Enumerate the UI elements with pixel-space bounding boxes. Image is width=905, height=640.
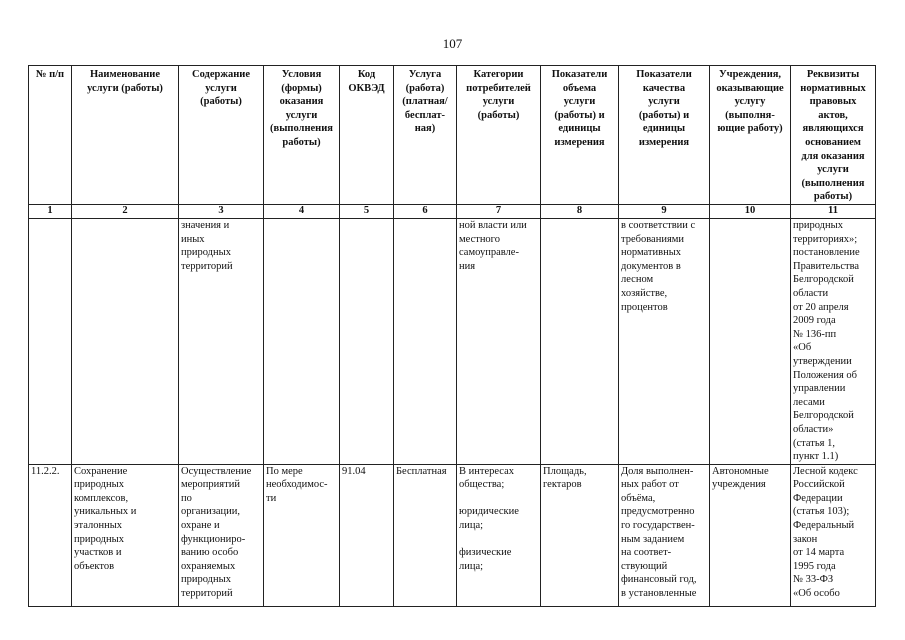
table-cell: в соответствии с требованиями нормативных документов в лесном хозяйстве, процентов <box>619 219 710 465</box>
column-number: 1 <box>29 205 72 219</box>
column-number: 8 <box>541 205 619 219</box>
header-cell: Содержание услуги (работы) <box>179 66 264 205</box>
page-number: 107 <box>442 36 463 51</box>
header-cell: Категории потребителей услуги (работы) <box>457 66 541 205</box>
service-name-cell: Сохранение природных комплексов, уникальных и эталонных природных участков и объектов <box>72 464 179 606</box>
table-cell <box>710 219 791 465</box>
column-number: 5 <box>340 205 394 219</box>
volume-indicators-cell: Площадь, гектаров <box>541 464 619 606</box>
header-cell: № п/п <box>29 66 72 205</box>
row-number-cell: 11.2.2. <box>29 464 72 606</box>
column-number-row <box>29 205 876 219</box>
header-cell: Реквизиты нормативных правовых актов, являющихся основанием для оказания услуги (выполнения работы) <box>791 66 876 205</box>
service-content-cell: Осуществление мероприятий по организации, охране и функциониро- ванию особо охраняемых природных территорий <box>179 464 264 606</box>
quality-indicators-cell: Доля выполнен- ных работ от объёма, предусмотренно го государствен- ным заданием на соответ- ствующий финансовый год, в установленные <box>619 464 710 606</box>
consumer-categories-cell: В интересах общества; юридические лица; физические лица; <box>457 464 541 606</box>
institutions-cell: Автономные учреждения <box>710 464 791 606</box>
header-cell: Условия (формы) оказания услуги (выполнения работы) <box>264 66 340 205</box>
table-cell: ной власти или местного самоуправле- ния <box>457 219 541 465</box>
table-cell <box>394 219 457 465</box>
table-row <box>29 464 876 606</box>
header-cell: Код ОКВЭД <box>340 66 394 205</box>
column-number: 6 <box>394 205 457 219</box>
okved-code-cell: 91.04 <box>340 464 394 606</box>
services-table <box>28 65 876 607</box>
table-cell <box>340 219 394 465</box>
header-cell: Наименование услуги (работы) <box>72 66 179 205</box>
legal-acts-cell: Лесной кодекс Российской Федерации (статья 103); Федеральный закон от 14 марта 1995 года № 33-ФЗ «Об особо <box>791 464 876 606</box>
column-number: 10 <box>710 205 791 219</box>
header-cell: Учреждения, оказывающие услугу (выполня- ющие работу) <box>710 66 791 205</box>
header-cell: Услуга (работа) (платная/ бесплат- ная) <box>394 66 457 205</box>
column-number: 3 <box>179 205 264 219</box>
table-cell <box>264 219 340 465</box>
column-number: 4 <box>264 205 340 219</box>
table-row <box>29 219 876 465</box>
table-cell <box>29 219 72 465</box>
table-cell <box>72 219 179 465</box>
column-number: 7 <box>457 205 541 219</box>
header-cell: Показатели объема услуги (работы) и единицы измерения <box>541 66 619 205</box>
column-number: 2 <box>72 205 179 219</box>
table-cell: значения и иных природных территорий <box>179 219 264 465</box>
column-number: 11 <box>791 205 876 219</box>
table-header-row <box>29 66 876 205</box>
table-cell: природных территориях»; постановление Правительства Белгородской области от 20 апреля 2009 года № 136-пп «Об утверждении Положения об управлении лесами Белгородской области» (статья 1, пункт 1.1) <box>791 219 876 465</box>
paid-free-cell: Бесплатная <box>394 464 457 606</box>
service-conditions-cell: По мере необходимос- ти <box>264 464 340 606</box>
column-number: 9 <box>619 205 710 219</box>
header-cell: Показатели качества услуги (работы) и единицы измерения <box>619 66 710 205</box>
table-cell <box>541 219 619 465</box>
